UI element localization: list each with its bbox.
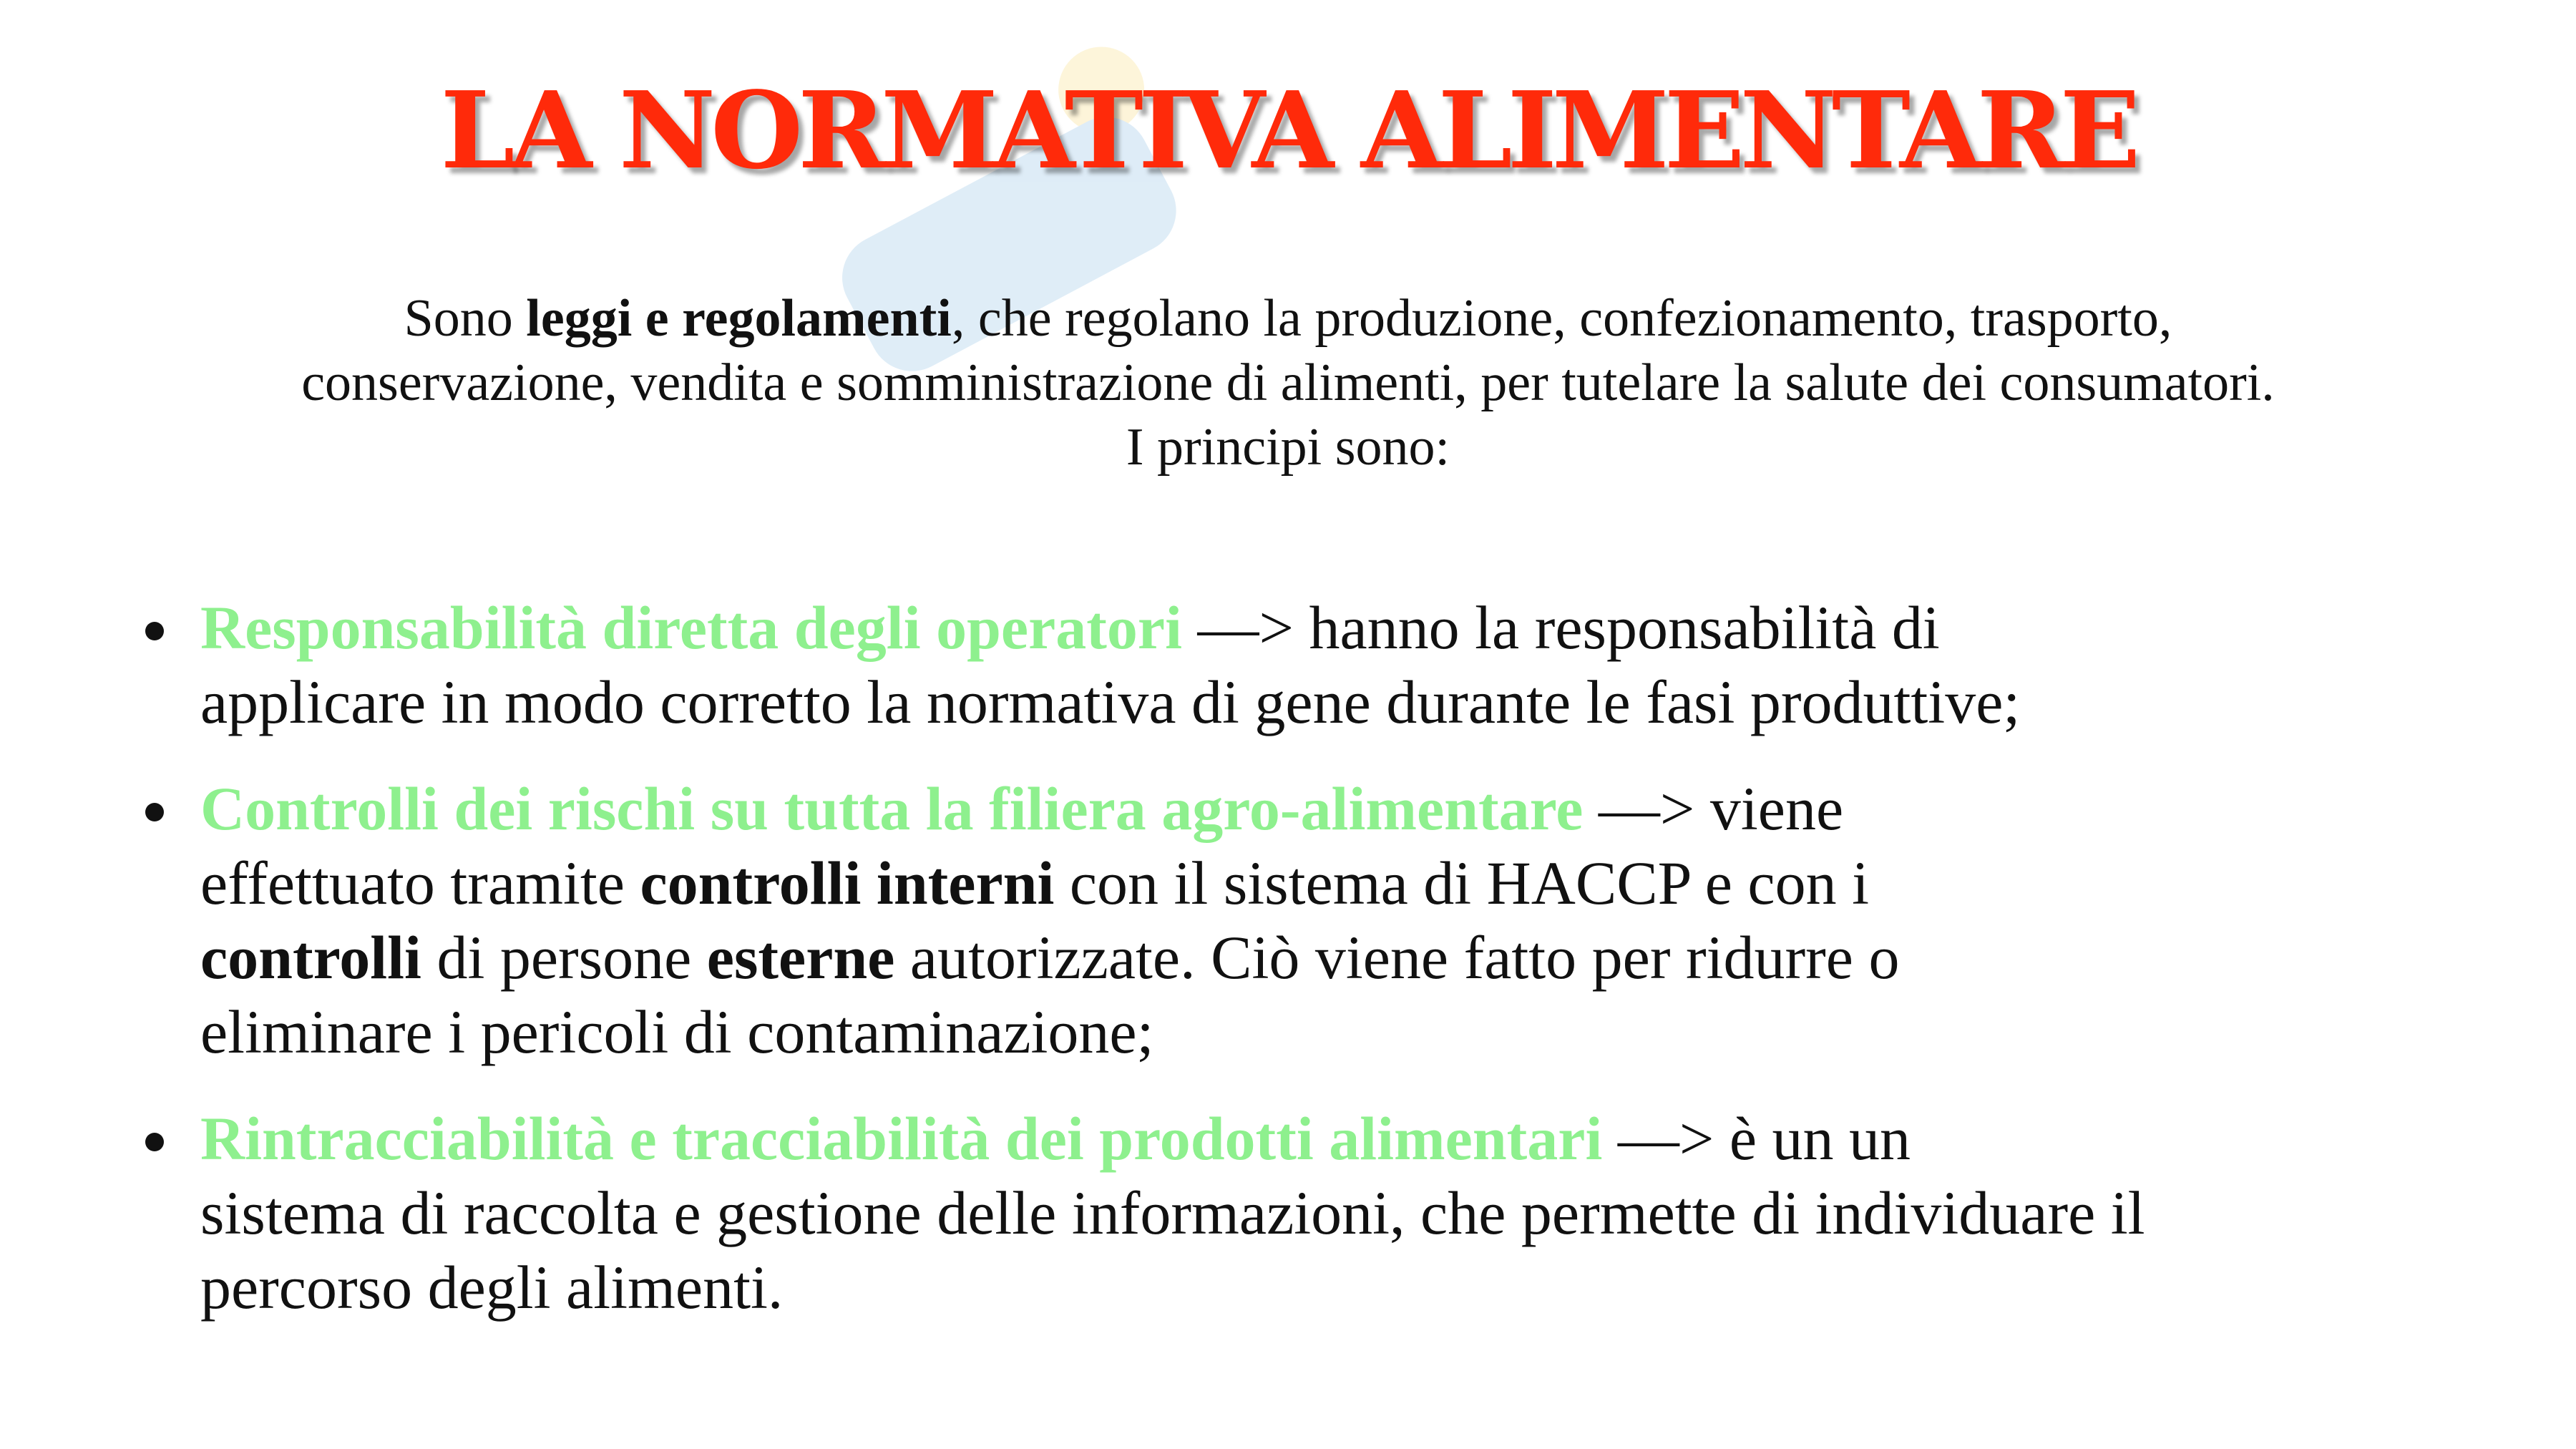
slide-title: LA NORMATIVA ALIMENTARE [440,68,2136,192]
list-item [140,771,2458,1069]
bullet-text: con il sistema di HACCP e con i [1054,849,1869,917]
bullet-heading: Responsabilità diretta degli operatori [200,593,1182,662]
bullet-bold-term: controlli [200,923,421,992]
bullet-line: percorso degli alimenti. [200,1253,784,1322]
bullet-text: —> è un un [1602,1104,1911,1173]
bullet-line [200,920,2458,995]
bullet-line [200,771,2458,846]
list-item [140,590,2458,739]
intro-paragraph [72,286,2504,479]
bullet-text: —> viene [1583,774,1844,843]
principles-list [140,590,2458,1357]
intro-line-3: I principi sono: [1126,418,1450,477]
bullet-text: effettuato tramite [200,849,640,917]
bullet-icon [145,1133,164,1151]
bullet-line: sistema di raccolta e gestione delle informazioni, che permette di individuare il [200,1179,2145,1247]
bullet-line: applicare in modo corretto la normativa di gene durante le fasi produttive; [200,668,2021,736]
bullet-heading: Rintracciabilità e tracciabilità dei prodotti alimentari [200,1104,1603,1173]
bullet-bold-term: esterne [706,923,895,992]
bullet-bold-term: controlli interni [640,849,1055,917]
bullet-line [200,1101,2458,1176]
bullet-text: autorizzate. Ciò viene fatto per ridurre o [894,923,1900,992]
bullet-icon [145,803,164,821]
bullet-line [200,590,2458,665]
intro-text: Sono [404,289,527,348]
bullet-heading: Controlli dei rischi su tutta la filiera agro-alimentare [200,774,1584,843]
bullet-icon [145,622,164,640]
intro-line-2: conservazione, vendita e somministrazione di alimenti, per tutelare la salute dei consumatori. [301,353,2275,412]
bullet-line: eliminare i pericoli di contaminazione; [200,997,1154,1066]
bullet-text: —> hanno la responsabilità di [1181,593,1940,662]
intro-text: , che regolano la produzione, confezionamento, trasporto, [951,289,2172,348]
list-item [140,1101,2458,1324]
bullet-line [200,846,2458,920]
intro-bold-term: leggi e regolamenti [526,289,952,348]
bullet-text: di persone [421,923,707,992]
intro-line-1 [72,286,2504,351]
